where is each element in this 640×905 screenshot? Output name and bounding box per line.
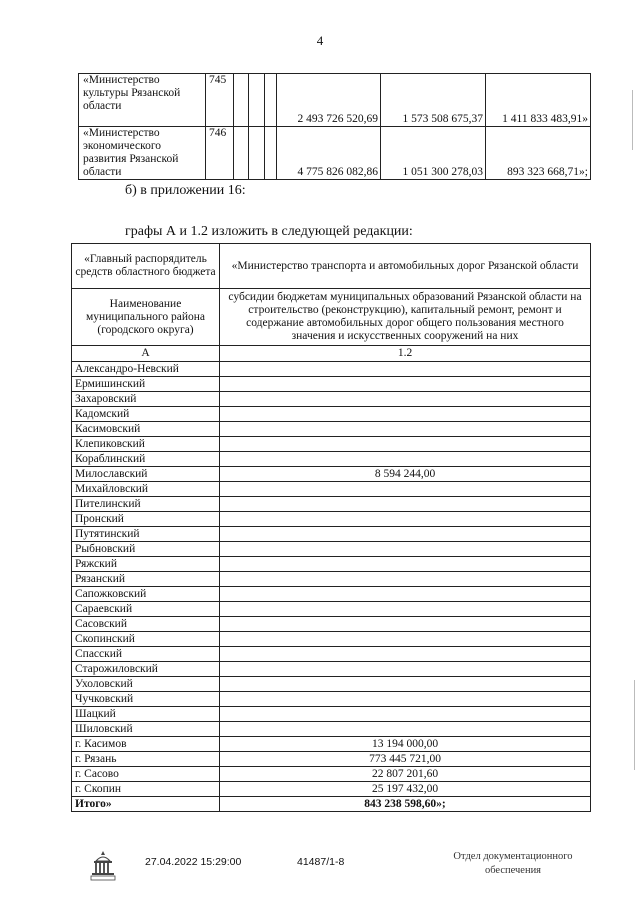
top-table (78, 73, 591, 180)
district-name: Ряжский (72, 557, 220, 572)
header-distributor: «Главный распорядитель средств областного бюджета (72, 244, 220, 289)
ministry-code: 745 (206, 74, 234, 127)
district-name: Сапожковский (72, 587, 220, 602)
table-row (72, 452, 591, 467)
district-value (220, 632, 591, 647)
empty-cell (265, 74, 277, 127)
district-value (220, 572, 591, 587)
scan-artifact (634, 680, 635, 770)
district-value: 13 194 000,00 (220, 737, 591, 752)
header-row (72, 244, 591, 289)
district-name: Ермишинский (72, 377, 220, 392)
table-row (72, 362, 591, 377)
district-value (220, 407, 591, 422)
district-name: Милославский (72, 467, 220, 482)
district-name: Александро-Невский (72, 362, 220, 377)
district-value (220, 362, 591, 377)
table-row (72, 632, 591, 647)
table-row (72, 602, 591, 617)
table-row (72, 737, 591, 752)
total-value: 843 238 598,60»; (220, 797, 591, 812)
table-row (79, 74, 591, 127)
table-row (79, 127, 591, 180)
duma-building-icon (88, 849, 118, 885)
item-b-text: б) в приложении 16: (125, 183, 246, 198)
district-value (220, 677, 591, 692)
district-value (220, 377, 591, 392)
district-name: Рыбновский (72, 542, 220, 557)
district-value (220, 527, 591, 542)
table-row (72, 587, 591, 602)
district-name: Спасский (72, 647, 220, 662)
district-name: Путятинский (72, 527, 220, 542)
table-row (72, 512, 591, 527)
district-name: Шиловский (72, 722, 220, 737)
district-name: Пителинский (72, 497, 220, 512)
empty-cell (249, 127, 265, 180)
district-name: Клепиковский (72, 437, 220, 452)
empty-cell (234, 74, 249, 127)
table-row (72, 617, 591, 632)
district-name: Михайловский (72, 482, 220, 497)
table-row (72, 527, 591, 542)
district-name: г. Сасово (72, 767, 220, 782)
district-value (220, 452, 591, 467)
district-name: Касимовский (72, 422, 220, 437)
total-row (72, 797, 591, 812)
amount-2: 1 573 508 675,37 (381, 74, 486, 127)
district-value (220, 662, 591, 677)
district-value (220, 557, 591, 572)
ministry-code: 746 (206, 127, 234, 180)
table-row (72, 572, 591, 587)
district-name: Шацкий (72, 707, 220, 722)
district-name: Старожиловский (72, 662, 220, 677)
table-row (72, 377, 591, 392)
scan-artifact (632, 90, 633, 150)
district-name: Чучковский (72, 692, 220, 707)
column-1-2-label: 1.2 (220, 346, 591, 362)
footer-department: Отдел документационного обеспечения (453, 851, 573, 876)
footer-doc-code: 41487/1-8 (297, 856, 345, 868)
district-value (220, 482, 591, 497)
district-value (220, 617, 591, 632)
empty-cell (234, 127, 249, 180)
header-ministry: «Министерство транспорта и автомобильных дорог Рязанской области (220, 244, 591, 289)
table-row (72, 557, 591, 572)
district-value (220, 707, 591, 722)
table-row (72, 542, 591, 557)
district-value (220, 722, 591, 737)
district-name: Захаровский (72, 392, 220, 407)
district-name: г. Рязань (72, 752, 220, 767)
ministry-name: «Министерство культуры Рязанской области (79, 74, 206, 127)
amount-1: 2 493 726 520,69 (277, 74, 381, 127)
table-row (72, 482, 591, 497)
table-row (72, 392, 591, 407)
district-value (220, 512, 591, 527)
district-value (220, 602, 591, 617)
column-index-row (72, 346, 591, 362)
district-name: Кадомский (72, 407, 220, 422)
amount-2: 1 051 300 278,03 (381, 127, 486, 180)
district-value: 25 197 432,00 (220, 782, 591, 797)
table-row (72, 662, 591, 677)
district-name: Сараевский (72, 602, 220, 617)
amount-3: 1 411 833 483,91» (486, 74, 591, 127)
district-value: 22 807 201,60 (220, 767, 591, 782)
amount-1: 4 775 826 082,86 (277, 127, 381, 180)
district-name: Ухоловский (72, 677, 220, 692)
table-row (72, 467, 591, 482)
total-label: Итого» (72, 797, 220, 812)
district-value: 773 445 721,00 (220, 752, 591, 767)
ministry-name: «Министерство экономического развития Рязанской области (79, 127, 206, 180)
header-subsidy: субсидии бюджетам муниципальных образований Рязанской области на строительство (реконструкцию), капитальный ремонт, ремонт и содержание автомобильных дорог общего пользования местного значения и искусственных сооружений на них (220, 289, 591, 346)
table-row (72, 782, 591, 797)
district-value (220, 692, 591, 707)
footer-datetime: 27.04.2022 15:29:00 (145, 856, 242, 868)
district-name: Рязанский (72, 572, 220, 587)
header-row (72, 289, 591, 346)
district-name: Пронский (72, 512, 220, 527)
column-a-label: А (72, 346, 220, 362)
empty-cell (249, 74, 265, 127)
district-value (220, 392, 591, 407)
page-number: 4 (316, 33, 324, 48)
instruction-text: графы А и 1.2 изложить в следующей редакции: (125, 224, 413, 239)
table-row (72, 707, 591, 722)
district-name: г. Касимов (72, 737, 220, 752)
district-name: Скопинский (72, 632, 220, 647)
table-row (72, 752, 591, 767)
district-value (220, 437, 591, 452)
district-value (220, 422, 591, 437)
table-row (72, 422, 591, 437)
district-value (220, 497, 591, 512)
district-value: 8 594 244,00 (220, 467, 591, 482)
district-value (220, 647, 591, 662)
district-name: Сасовский (72, 617, 220, 632)
table-row (72, 767, 591, 782)
table-row (72, 437, 591, 452)
district-name: г. Скопин (72, 782, 220, 797)
table-row (72, 692, 591, 707)
table-row (72, 677, 591, 692)
district-name: Кораблинский (72, 452, 220, 467)
table-row (72, 647, 591, 662)
district-value (220, 587, 591, 602)
main-table (71, 243, 591, 812)
empty-cell (265, 127, 277, 180)
table-row (72, 407, 591, 422)
table-row (72, 722, 591, 737)
table-row (72, 497, 591, 512)
header-district-name: Наименование муниципального района (городского округа) (72, 289, 220, 346)
amount-3: 893 323 668,71»; (486, 127, 591, 180)
district-value (220, 542, 591, 557)
